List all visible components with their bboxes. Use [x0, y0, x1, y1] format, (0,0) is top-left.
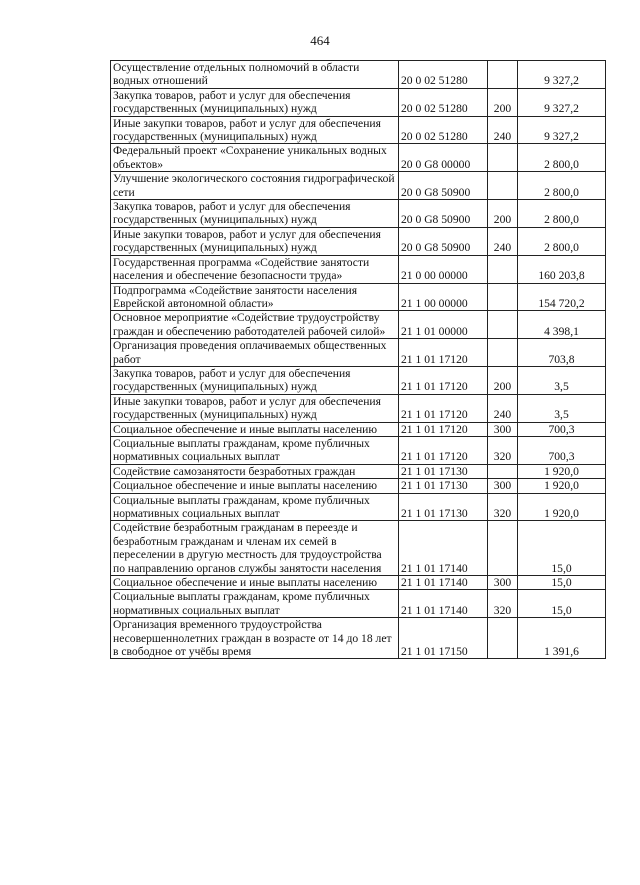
row-code-cell: 21 1 01 00000 — [399, 311, 488, 339]
budget-table-body — [111, 61, 606, 659]
row-sum-cell: 700,3 — [518, 422, 606, 436]
table-row — [111, 576, 606, 590]
row-name-cell: Организация проведения оплачиваемых общественных работ — [111, 339, 399, 367]
row-sum-cell: 3,5 — [518, 394, 606, 422]
row-sum-cell: 2 800,0 — [518, 144, 606, 172]
row-sum-cell: 2 800,0 — [518, 227, 606, 255]
row-code-cell: 21 1 01 17120 — [399, 394, 488, 422]
row-expense-type-cell: 200 — [488, 88, 518, 116]
row-expense-type-cell — [488, 144, 518, 172]
row-name-cell: Иные закупки товаров, работ и услуг для обеспечения государственных (муниципальных) нужд — [111, 394, 399, 422]
row-code-cell: 21 1 01 17120 — [399, 366, 488, 394]
row-code-cell: 21 1 01 17130 — [399, 479, 488, 493]
row-name-cell: Социальные выплаты гражданам, кроме публичных нормативных социальных выплат — [111, 493, 399, 521]
row-sum-cell: 703,8 — [518, 339, 606, 367]
row-sum-cell: 1 920,0 — [518, 479, 606, 493]
row-name-cell: Содействие самозанятости безработных граждан — [111, 464, 399, 478]
row-expense-type-cell: 300 — [488, 576, 518, 590]
table-row — [111, 479, 606, 493]
row-code-cell: 20 0 G8 50900 — [399, 227, 488, 255]
table-row — [111, 227, 606, 255]
row-code-cell: 21 1 01 17120 — [399, 422, 488, 436]
row-code-cell: 21 1 01 17140 — [399, 590, 488, 618]
row-expense-type-cell — [488, 255, 518, 283]
row-name-cell: Закупка товаров, работ и услуг для обеспечения государственных (муниципальных) нужд — [111, 88, 399, 116]
row-expense-type-cell — [488, 464, 518, 478]
row-sum-cell: 2 800,0 — [518, 200, 606, 228]
table-row — [111, 422, 606, 436]
row-expense-type-cell — [488, 283, 518, 311]
table-row — [111, 436, 606, 464]
row-sum-cell: 9 327,2 — [518, 61, 606, 89]
row-code-cell: 21 1 00 00000 — [399, 283, 488, 311]
row-sum-cell: 15,0 — [518, 521, 606, 576]
row-sum-cell: 154 720,2 — [518, 283, 606, 311]
row-expense-type-cell: 320 — [488, 436, 518, 464]
row-sum-cell: 15,0 — [518, 590, 606, 618]
table-row — [111, 464, 606, 478]
row-expense-type-cell — [488, 311, 518, 339]
table-row — [111, 200, 606, 228]
row-sum-cell: 9 327,2 — [518, 116, 606, 144]
row-name-cell: Осуществление отдельных полномочий в области водных отношений — [111, 61, 399, 89]
row-sum-cell: 1 920,0 — [518, 493, 606, 521]
row-name-cell: Закупка товаров, работ и услуг для обеспечения государственных (муниципальных) нужд — [111, 366, 399, 394]
table-row — [111, 618, 606, 659]
table-row — [111, 311, 606, 339]
row-code-cell: 21 1 01 17120 — [399, 339, 488, 367]
table-row — [111, 590, 606, 618]
row-name-cell: Социальное обеспечение и иные выплаты населению — [111, 479, 399, 493]
table-row — [111, 61, 606, 89]
row-name-cell: Основное мероприятие «Содействие трудоустройству граждан и обеспечению работодателей рабочей силой» — [111, 311, 399, 339]
row-name-cell: Государственная программа «Содействие занятости населения и обеспечение безопасности труда» — [111, 255, 399, 283]
row-code-cell: 21 1 01 17140 — [399, 521, 488, 576]
row-name-cell: Закупка товаров, работ и услуг для обеспечения государственных (муниципальных) нужд — [111, 200, 399, 228]
row-code-cell: 21 1 01 17130 — [399, 493, 488, 521]
table-row — [111, 144, 606, 172]
row-name-cell: Иные закупки товаров, работ и услуг для обеспечения государственных (муниципальных) нужд — [111, 116, 399, 144]
table-row — [111, 394, 606, 422]
page-number: 464 — [310, 33, 330, 48]
row-code-cell: 20 0 02 51280 — [399, 61, 488, 89]
table-row — [111, 283, 606, 311]
row-code-cell: 21 0 00 00000 — [399, 255, 488, 283]
row-expense-type-cell — [488, 172, 518, 200]
row-sum-cell: 1 391,6 — [518, 618, 606, 659]
row-expense-type-cell — [488, 618, 518, 659]
row-expense-type-cell: 240 — [488, 227, 518, 255]
row-code-cell: 20 0 G8 00000 — [399, 144, 488, 172]
row-code-cell: 20 0 G8 50900 — [399, 200, 488, 228]
table-row — [111, 88, 606, 116]
row-name-cell: Подпрограмма «Содействие занятости населения Еврейской автономной области» — [111, 283, 399, 311]
row-expense-type-cell — [488, 521, 518, 576]
row-name-cell: Федеральный проект «Сохранение уникальных водных объектов» — [111, 144, 399, 172]
row-code-cell: 20 0 02 51280 — [399, 88, 488, 116]
row-sum-cell: 9 327,2 — [518, 88, 606, 116]
row-code-cell: 21 1 01 17150 — [399, 618, 488, 659]
row-code-cell: 20 0 G8 50900 — [399, 172, 488, 200]
row-sum-cell: 2 800,0 — [518, 172, 606, 200]
table-row — [111, 493, 606, 521]
table-row — [111, 255, 606, 283]
row-sum-cell: 1 920,0 — [518, 464, 606, 478]
row-name-cell: Социальные выплаты гражданам, кроме публичных нормативных социальных выплат — [111, 590, 399, 618]
row-expense-type-cell: 300 — [488, 422, 518, 436]
row-expense-type-cell — [488, 61, 518, 89]
table-row — [111, 116, 606, 144]
row-sum-cell: 160 203,8 — [518, 255, 606, 283]
budget-table — [110, 60, 606, 659]
row-expense-type-cell: 240 — [488, 116, 518, 144]
row-name-cell: Социальные выплаты гражданам, кроме публичных нормативных социальных выплат — [111, 436, 399, 464]
table-row — [111, 172, 606, 200]
table-row — [111, 521, 606, 576]
row-sum-cell: 3,5 — [518, 366, 606, 394]
row-expense-type-cell: 240 — [488, 394, 518, 422]
row-name-cell: Организация временного трудоустройства несовершеннолетних граждан в возрасте от 14 до 18 лет в свободное от учёбы время — [111, 618, 399, 659]
row-code-cell: 21 1 01 17130 — [399, 464, 488, 478]
row-expense-type-cell: 200 — [488, 366, 518, 394]
table-row — [111, 339, 606, 367]
row-code-cell: 21 1 01 17120 — [399, 436, 488, 464]
table-row — [111, 366, 606, 394]
row-name-cell: Иные закупки товаров, работ и услуг для обеспечения государственных (муниципальных) нужд — [111, 227, 399, 255]
row-code-cell: 21 1 01 17140 — [399, 576, 488, 590]
row-expense-type-cell: 320 — [488, 590, 518, 618]
row-sum-cell: 4 398,1 — [518, 311, 606, 339]
row-sum-cell: 15,0 — [518, 576, 606, 590]
row-name-cell: Социальное обеспечение и иные выплаты населению — [111, 576, 399, 590]
row-name-cell: Улучшение экологического состояния гидрографической сети — [111, 172, 399, 200]
row-name-cell: Содействие безработным гражданам в переезде и безработным гражданам и членам их семей в переселении в другую местность для трудоустройства по направлению органов службы занятости населения — [111, 521, 399, 576]
row-name-cell: Социальное обеспечение и иные выплаты населению — [111, 422, 399, 436]
row-code-cell: 20 0 02 51280 — [399, 116, 488, 144]
row-expense-type-cell — [488, 339, 518, 367]
row-expense-type-cell: 200 — [488, 200, 518, 228]
row-expense-type-cell: 300 — [488, 479, 518, 493]
row-expense-type-cell: 320 — [488, 493, 518, 521]
row-sum-cell: 700,3 — [518, 436, 606, 464]
